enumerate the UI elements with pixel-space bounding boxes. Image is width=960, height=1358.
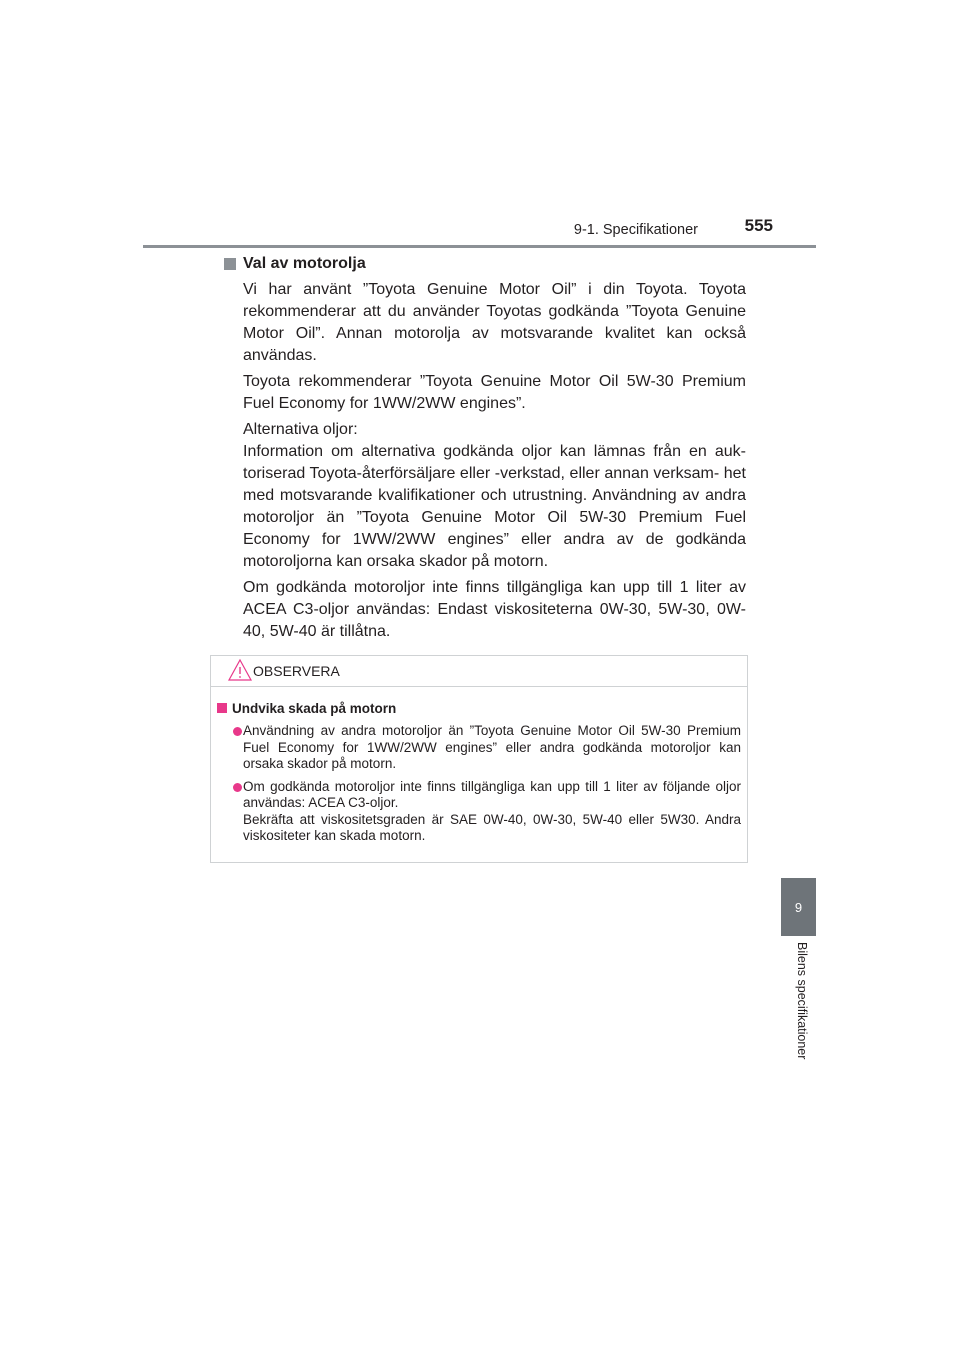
warning-icon	[227, 658, 253, 682]
chapter-label: Bilens specifikationer	[795, 942, 809, 1060]
paragraph: Toyota rekommenderar ”Toyota Genuine Motor Oil 5W-30 Premium Fuel Economy for 1WW/2WW engines”.	[243, 373, 746, 412]
main-content	[224, 253, 746, 643]
section-title	[224, 253, 746, 275]
section-title-text: Val av motorolja	[243, 255, 366, 272]
page-number: 555	[744, 216, 773, 235]
section-heading: 9-1. Specifikationer	[573, 222, 698, 238]
paragraph: Vi har använt ”Toyota Genuine Motor Oil” i din Toyota. Toyota rekommenderar att du använder Toyotas godkända ”Toyota Genuine Motor Oil”. Annan motorolja av motsvarande kvalitet kan också användas.	[243, 281, 746, 364]
list-item	[217, 723, 741, 773]
header-rule	[143, 245, 816, 248]
notice-subtitle-text: Undvika skada på motorn	[232, 700, 397, 716]
paragraph: Om godkända motoroljor inte finns tillgängliga kan upp till 1 liter av ACEA C3-oljor användas: Endast viskositeterna 0W-30, 5W-30, 0W-40, 5W-40 är tillåtna.	[243, 579, 746, 640]
circle-bullet-icon	[233, 783, 242, 792]
square-bullet-icon	[217, 703, 227, 713]
bullet-text-continued: Bekräfta att viskositetsgraden är SAE 0W-40, 0W-30, 5W-40 eller 5W30. Andra viskositeter kan skada motorn.	[243, 811, 741, 843]
paragraph: Alternativa oljor:	[243, 421, 358, 438]
notice-title: OBSERVERA	[253, 663, 340, 679]
list-item	[217, 779, 741, 845]
section-body	[243, 279, 746, 643]
square-bullet-icon	[224, 258, 236, 270]
chapter-tab	[781, 878, 816, 936]
bullet-text: Om godkända motoroljor inte finns tillgängliga kan upp till 1 liter av följande oljor användas: ACEA C3-oljor.	[243, 778, 741, 810]
notice-box	[210, 655, 748, 863]
circle-bullet-icon	[233, 727, 242, 736]
chapter-number: 9	[794, 899, 803, 915]
bullet-text: Användning av andra motoroljor än ”Toyota Genuine Motor Oil 5W-30 Premium Fuel Economy for 1WW/2WW engines” eller andra godkända motoroljor kan orsaka skador på motorn.	[243, 723, 741, 771]
paragraph: Information om alternativa godkända oljor kan lämnas från en auk- toriserad Toyota-återförsäljare eller -verkstad, eller annan verksam- het med motsvarande kvalifikationer och utrustning. Användning av andra motoroljor än ”Toyota Genuine Motor Oil 5W-30 Premium Fuel Economy for 1WW/2WW engines” eller andra av de godkända motoroljorna kan orsaka skador på motorn.	[243, 443, 746, 570]
notice-body	[211, 687, 747, 845]
notice-subtitle	[217, 699, 741, 717]
notice-header	[211, 656, 747, 687]
page-header	[143, 214, 816, 248]
